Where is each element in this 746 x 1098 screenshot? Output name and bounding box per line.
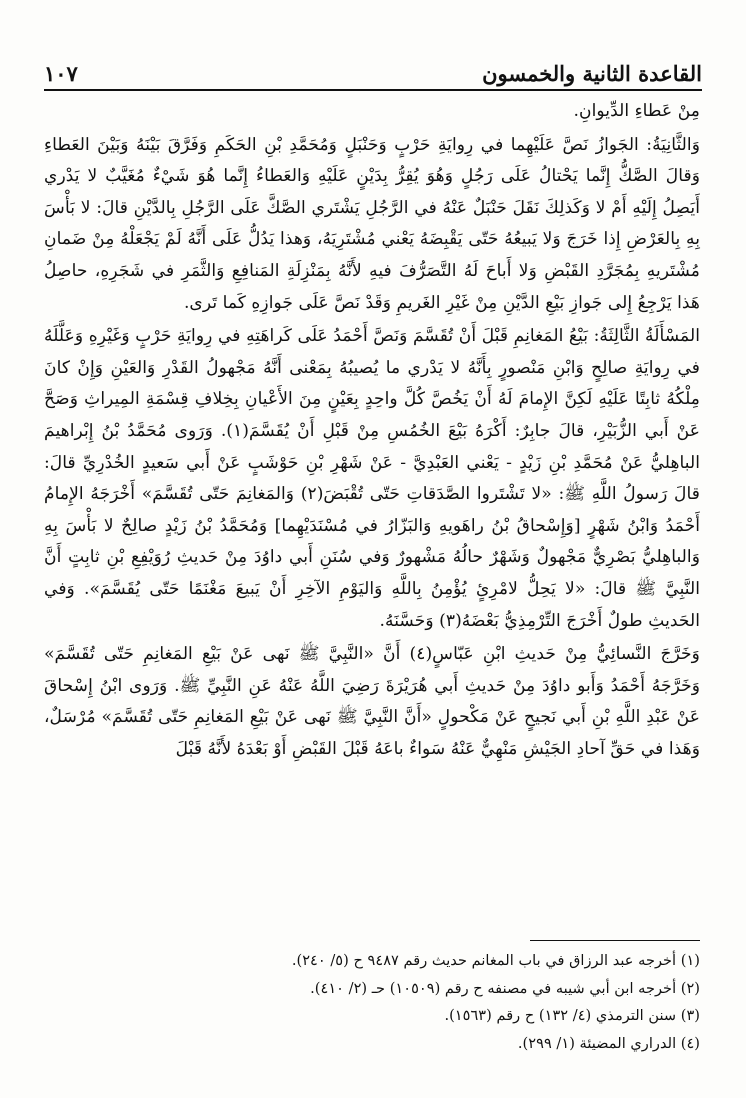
chapter-title: القاعدة الثانية والخمسون (482, 61, 702, 86)
footnote-2: (٢) أخرجه ابن أبي شيبه في مصنفه ح رقم (١٠٥٠٩) حـ (٢/ ٤١٠). (310, 979, 700, 997)
footnote-3: (٣) سنن الترمذي (٤/ ١٣٢) ح رقم (١٥٦٣). (444, 1007, 700, 1024)
footnotes (44, 940, 700, 1057)
paragraph-second-view: وَالثَّانِيَةُ: الجَوازُ نَصَّ عَلَيْهِما في رِوايَةِ حَرْبٍ وَحَنْبَلٍ وَمُحَمَّدِ بْنِ الحَكَمِ وَفَرَّقَ بَيْنَهُ وَبَيْنَ العَطاءِ وَقالَ الصَّكُّ إِنَّما يَحْتالُ عَلَى رَجُلٍ وَهُوَ يُقِرُّ بِدَيْنٍ عَلَيْهِ وَالعَطاءُ إِنَّما هُوَ شَيْءٌ مُغَيَّبٌ لا يَدْري أَيَصِلُ إِلَيْهِ أَمْ لا وَكَذلِكَ نَقَلَ حَنْبَلٌ عَنْهُ في الرَّجُلِ يَشْتَري الصَّكَّ عَلَى الرَّجُلِ بِالدَّيْنِ قالَ: لا بَأْسَ بِهِ بِالعَرْضِ إِذا خَرَجَ وَلا يَبيعُهُ حَتّى يَقْبِضَهُ يَعْني مُشْتَرِيَهُ، وَهذا يَدُلُّ عَلَى أَنَّهُ لَمْ يَجْعَلْهُ مِنْ ضَمانِ مُشْتَريهِ بِمُجَرَّدِ القَبْضِ وَلا أَباحَ لَهُ التَّصَرُّفَ فيهِ لأَنَّهُ بِمَنْزِلَةِ المَنافِعِ وَالثَّمَرِ في شَجَرِهِ، حاصِلُ هَذا يَرْجِعُ إِلى جَوازِ بَيْعِ الدَّيْنِ مِنْ غَيْرِ الغَريمِ وَقَدْ نَصَّ عَلَى جَوازِهِ كَما تَرى. (44, 134, 700, 313)
running-header (44, 52, 702, 91)
paragraph-continuation: مِنْ عَطاءِ الدِّيوانِ. (573, 101, 700, 121)
footnote-4: (٤) الدراري المضيئة (١/ ٢٩٩). (517, 1034, 700, 1052)
footnote-1: (١) أخرجه عبد الرزاق في باب المغانم حديث رقم ٩٤٨٧ ح (٥/ ٢٤٠). (291, 952, 700, 969)
paragraph-nasai-hadith: وَخَرَّجَ النَّسائِيُّ مِنْ حَديثِ ابْنِ عَبّاسٍ(٤) أَنَّ «النَّبِيَّ ﷺ نَهى عَنْ بَيْعِ المَغانِمِ حَتّى تُقَسَّمَ» وَخَرَّجَهُ أَحْمَدُ وَأَبو داوُدَ مِنْ حَديثِ أَبي هُرَيْرَةَ رَضِيَ اللَّهُ عَنْهُ عَنِ النَّبِيِّ ﷺ. وَرَوى ابْنُ إِسْحاقَ عَنْ عَبْدِ اللَّهِ بْنِ أَبي نَجيحٍ عَنْ مَكْحولٍ «أَنَّ النَّبِيَّ ﷺ نَهى عَنْ بَيْعِ المَغانِمِ حَتّى تُقَسَّمَ» مُرْسَلٌ، وَهَذا في حَقِّ آحادِ الجَيْشِ مَنْهِيٌّ عَنْهُ سَواءٌ باعَهُ قَبْلَ القَبْضِ أَوْ بَعْدَهُ لأَنَّهُ قَبْلَ (44, 644, 700, 759)
footnote-divider (530, 940, 700, 941)
paragraph-third-issue: المَسْأَلَةُ الثَّالِثَةُ: بَيْعُ المَغانِمِ قَبْلَ أَنْ تُقَسَّمَ وَنَصَّ أَحْمَدُ عَلَى كَراهَتِهِ في رِوايَةِ حَرْبٍ وَغَيْرِهِ وَعَلَّلَهُ في رِوايَةِ صالِحٍ وَابْنِ مَنْصورٍ بِأَنَّهُ لا يَدْري ما يُصيبُهُ بِمَعْنى أَنَّهُ مَجْهولُ القَدْرِ وَالعَيْنِ وَإِنْ كانَ مِلْكُهُ ثابِتًا عَلَيْهِ لَكِنَّ الإِمامَ لَهُ أَنْ يَخُصَّ كُلَّ واحِدٍ بِعَيْنٍ مِنَ الأَعْيانِ بِخِلافِ قِسْمَةِ المِيراثِ وَصَحَّ عَنْ أَبي الزُّبَيْرِ، قالَ جابِرٌ: أَكْرَهُ بَيْعَ الخُمُسِ مِنْ قَبْلِ أَنْ يُقَسَّمَ(١). وَرَوى مُحَمَّدُ بْنُ إِبْراهيمَ الباهِليُّ عَنْ مُحَمَّدِ بْنِ زَيْدٍ - يَعْني العَبْدِيَّ - عَنْ شَهْرِ بْنِ حَوْشَبٍ عَنْ أَبي سَعيدٍ الخُدْرِيِّ قالَ: قالَ رَسولُ اللَّهِ ﷺ: «لا تَشْتَروا الصَّدَقاتِ حَتّى تُقْبَضَ(٢) وَالمَغانِمَ حَتّى تُقَسَّمَ» أَخْرَجَهُ الإِمامُ أَحْمَدُ وَابْنُ شَهْرٍ [وَإِسْحاقُ بْنُ راهَويهِ وَالبَزّارُ في مُسْنَدَيْهِما] وَمُحَمَّدُ بْنُ زَيْدٍ صالِحٌ لا بَأْسَ بِهِ وَالباهِليُّ بَصْرِيٌّ مَجْهولٌ وَشَهْرٌ حالُهُ مَشْهورٌ وَفي سُنَنِ أَبي داوُدَ مِنْ حَديثِ رُوَيْفِعِ بْنِ ثابِتٍ أَنَّ النَّبِيَّ ﷺ قالَ: «لا يَحِلُّ لامْرِئٍ يُؤْمِنُ بِاللَّهِ وَاليَوْمِ الآخِرِ أَنْ يَبيعَ مَغْنَمًا حَتّى يُقَسَّمَ». وَفي الحَديثِ طولٌ أَخْرَجَ التِّرْمِذِيُّ بَعْضَهُ(٣) وَحَسَّنَهُ. (44, 326, 700, 631)
page-number: ١٠٧ (44, 61, 78, 86)
main-text (44, 96, 700, 765)
